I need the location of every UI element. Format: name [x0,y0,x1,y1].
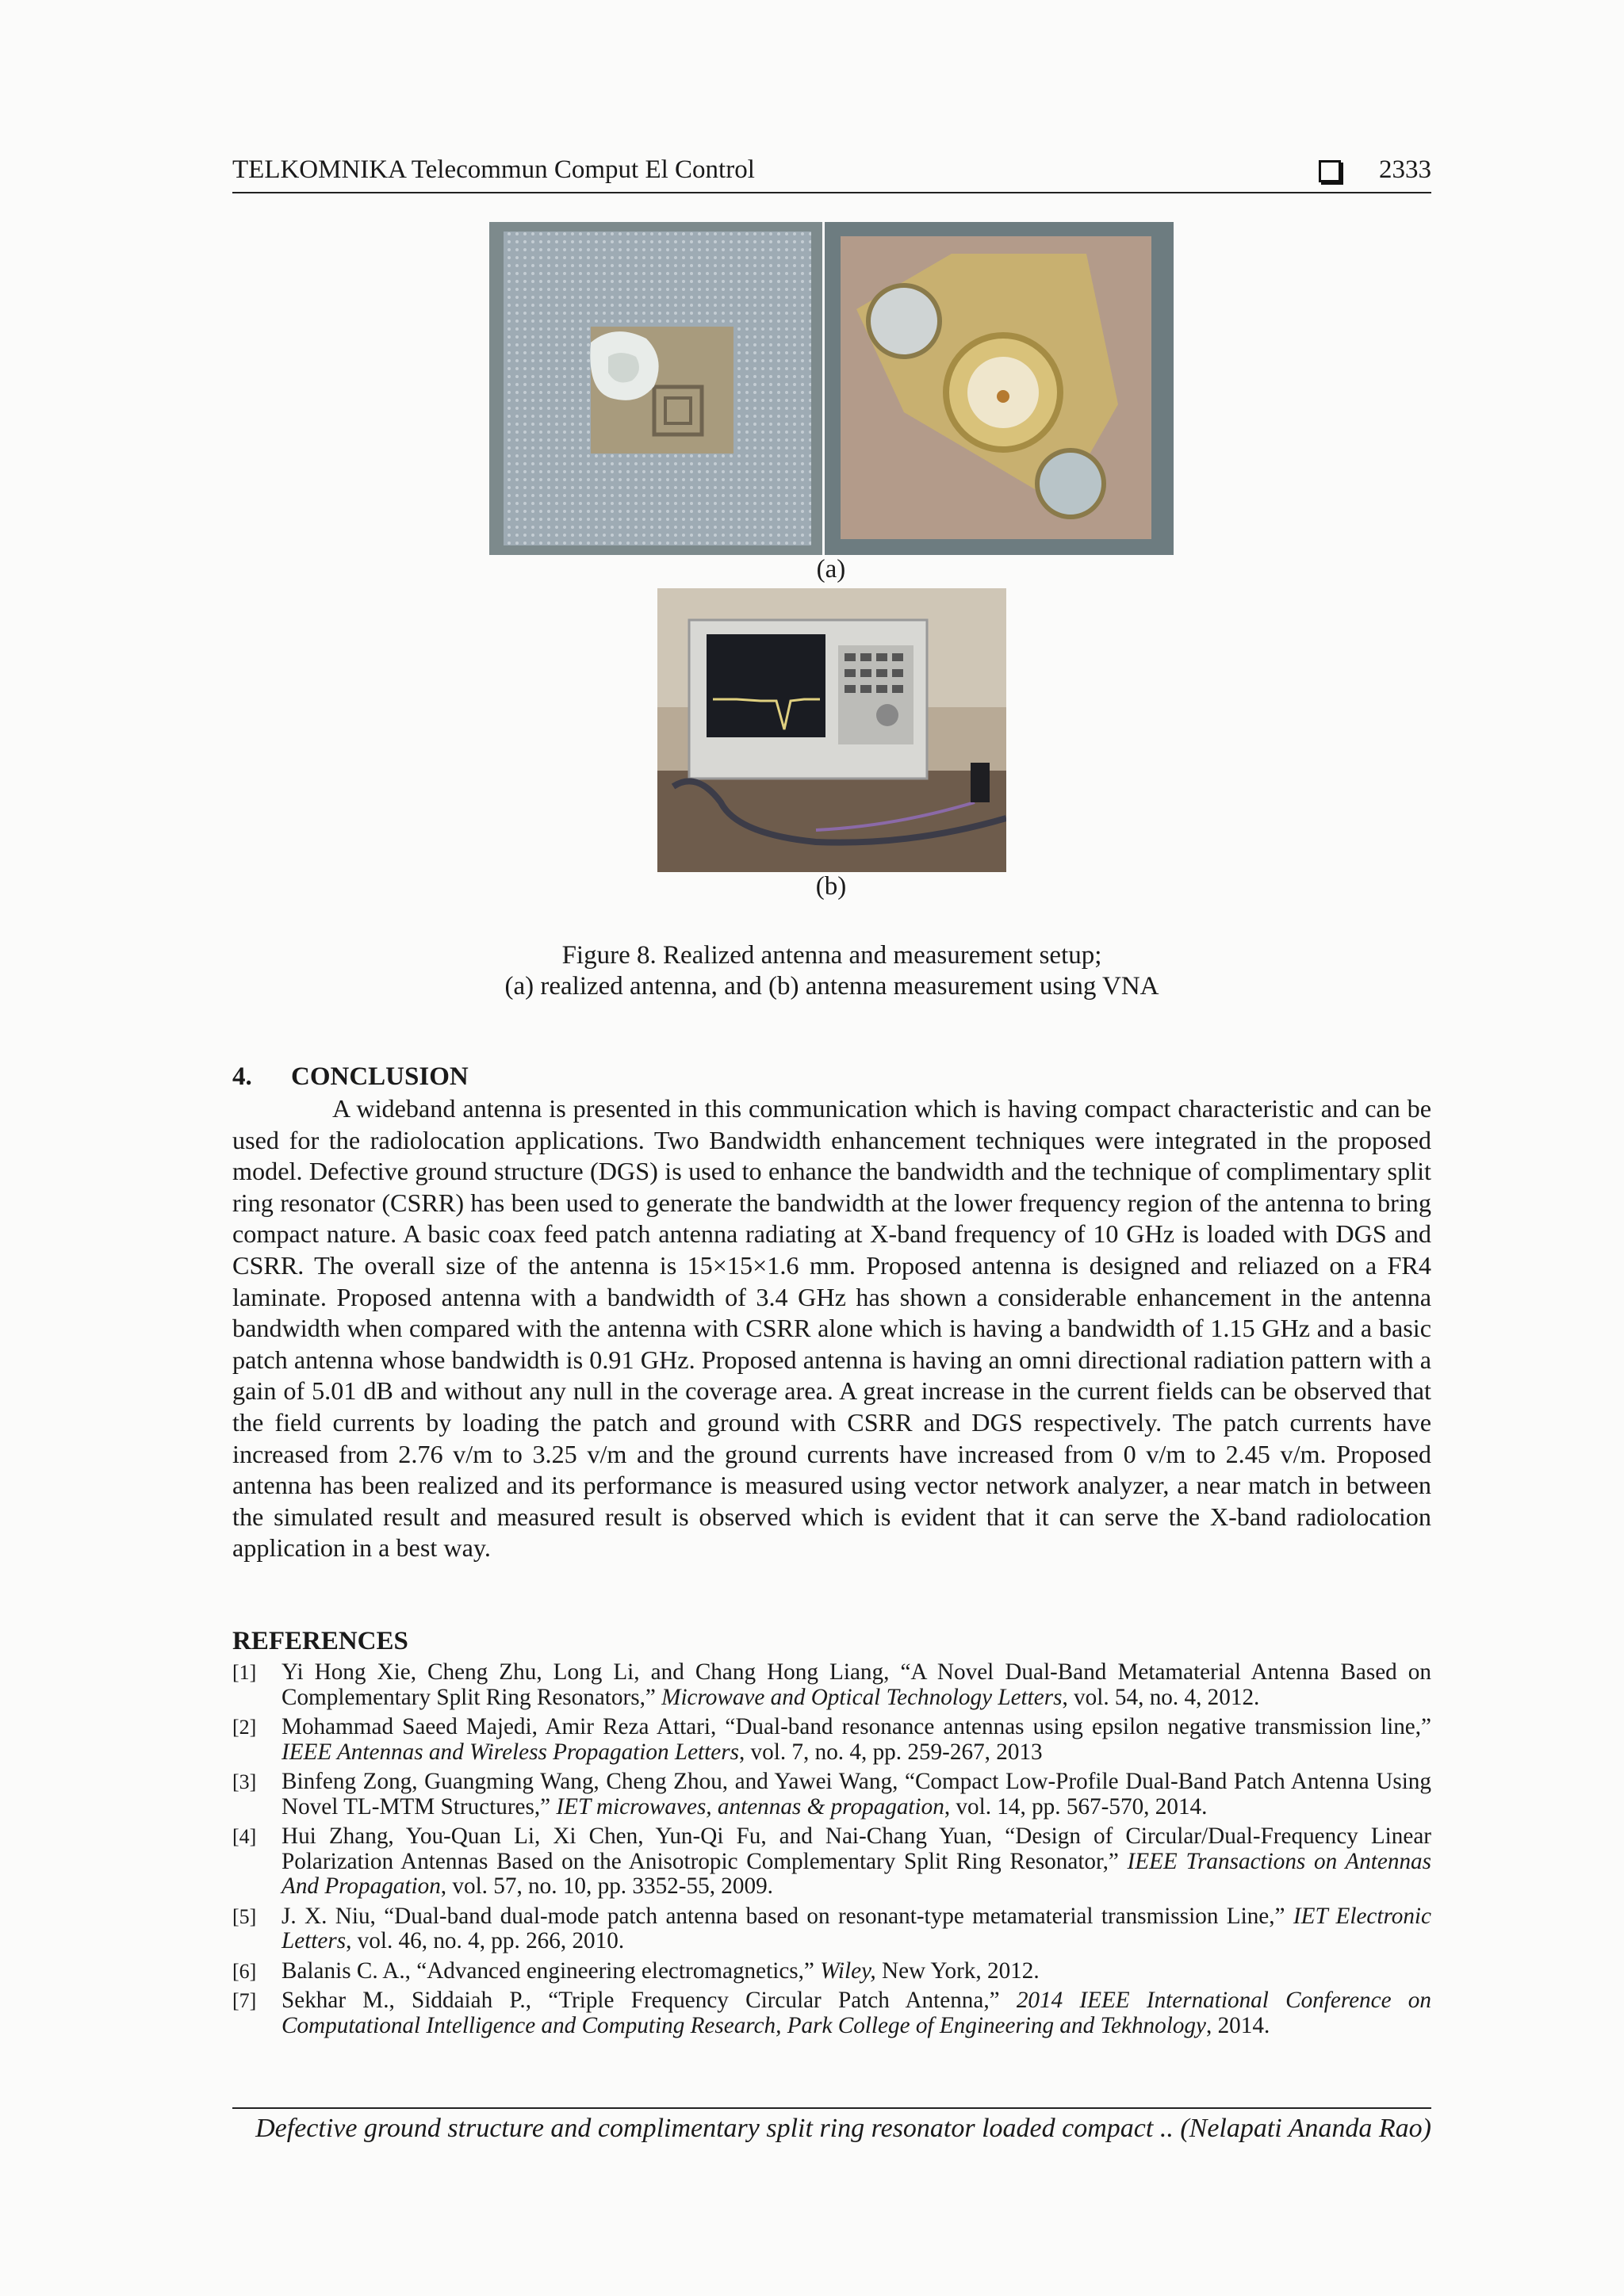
reference-list [232,1660,1431,2043]
page-number: 2333 [1379,155,1431,184]
conclusion-paragraph: A wideband antenna is presented in this communication which is having compact characteristic and can be used for the radiolocation applications. Two Bandwidth enhancement techniques were integrated in the proposed model. Defective ground structure (DGS) is used to enhance the bandwidth and the technique of complimentary split ring resonator (CSRR) has been used to generate the bandwidth at the lower frequency region of the antenna to bring compact nature. A basic coax feed patch antenna radiating at X-band frequency of 10 GHz is loaded with DGS and CSRR. The overall size of the antenna is 15×15×1.6 mm. Proposed antenna is designed and reliazed on a FR4 laminate. Proposed antenna with a bandwidth of 3.4 GHz has shown a considerable enhancement in the antenna bandwidth when compared with the antenna with CSRR alone which is having a bandwidth of 1.15 GHz and a basic patch antenna whose bandwidth is 0.91 GHz. Proposed antenna is having an omni directional radiation pattern with a gain of 5.01 dB and without any null in the coverage area. A great increase in the current fields can be observed that the field currents by loading the patch and ground with CSRR and DGS respectively. The patch currents have increased from 2.76 v/m to 3.25 v/m and the ground currents have increased from 0 v/m to 2.45 v/m. Proposed antenna has been realized and its performance is measured using vector network analyzer, a near match in between the simulated result and measured result is observed which is evident that it can serve the X-band radiolocation application in a best way. [232,1094,1431,1563]
reference-venue: 2014 IEEE International Conference on Computational Intelligence and Computing Research, Park College of Engineering and Tekhnology [282,1988,1431,2038]
reference-venue: Wiley, [820,1957,876,1984]
reference-venue: IEEE Antennas and Wireless Propagation Letters [282,1739,739,1765]
reference-text: Binfeng Zong, Guangming Wang, Cheng Zhou, and Yawei Wang, “Compact Low-Profile Dual-Band Patch Antenna Using Novel TL-MTM Structures,” [282,1769,1431,1820]
references-heading: REFERENCES [232,1627,408,1655]
reference-item [232,1715,1431,1765]
subfigure-label-b: (b) [815,872,847,901]
reference-text: Yi Hong Xie, Cheng Zhu, Long Li, and Chang Hong Liang, “A Novel Dual-Band Metamaterial Antenna Based on Complementary Split Ring Resonators,” [282,1659,1431,1710]
reference-text: Sekhar M., Siddaiah P., “Triple Frequency Circular Patch Antenna,” [282,1988,1017,2013]
reference-details: New York, 2012. [875,1957,1040,1984]
reference-details: , vol. 57, no. 10, pp. 3352-55, 2009. [440,1873,773,1899]
reference-item [232,1660,1431,1710]
section-heading [232,1062,469,1092]
antenna-back-photo [825,222,1174,555]
reference-details: , vol. 54, no. 4, 2012. [1062,1684,1260,1710]
reference-number: [5] [232,1904,257,1928]
reference-text: Mohammad Saeed Majedi, Amir Reza Attari, “Dual-band resonance antennas using epsilon negative transmission line,” [282,1714,1431,1739]
reference-item [232,1988,1431,2038]
subfigure-label-a: (a) [816,555,846,584]
reference-number: [6] [232,1959,257,1983]
journal-name: TELKOMNIKA Telecommun Comput El Control [232,155,755,184]
reference-venue: IEEE Transactions on Antennas And Propagation [282,1848,1431,1899]
reference-item [232,1959,1431,1984]
reference-details: , vol. 14, pp. 567-570, 2014. [944,1793,1208,1820]
section-title: CONCLUSION [291,1062,469,1091]
reference-details: , vol. 46, no. 4, pp. 266, 2010. [346,1928,625,1954]
checkbox-square-icon [1319,160,1341,182]
reference-item [232,1770,1431,1820]
antenna-front-photo [489,222,822,555]
reference-item [232,1824,1431,1900]
reference-venue: IET Electronic Letters [282,1903,1431,1954]
figure-caption-line-2: (a) realized antenna, and (b) antenna measurement using VNA [504,972,1159,1001]
page-footer: Defective ground structure and complimentary split ring resonator loaded compact .. (Nelapati Ananda Rao) [232,2107,1431,2144]
reference-text: J. X. Niu, “Dual-band dual-mode patch antenna based on resonant-type metamaterial transmission Line,” [282,1903,1293,1929]
reference-text: Hui Zhang, You-Quan Li, Xi Chen, Yun-Qi Fu, and Nai-Chang Yuan, “Design of Circular/Dual-Frequency Linear Polarization Antennas Based on the Anisotropic Complementary Split Ring Resonator,” [282,1823,1431,1874]
reference-number: [4] [232,1825,257,1848]
reference-venue: Microwave and Optical Technology Letters [661,1684,1063,1710]
reference-venue: IET microwaves, antennas & propagation [556,1793,944,1820]
reference-number: [3] [232,1770,257,1793]
reference-details: , 2014. [1205,2012,1270,2038]
reference-number: [2] [232,1716,257,1739]
reference-number: [7] [232,1989,257,2012]
figure-caption-line-1: Figure 8. Realized antenna and measurement setup; [561,941,1102,970]
page-header [232,155,1431,193]
reference-details: , vol. 7, no. 4, pp. 259-267, 2013 [738,1739,1043,1765]
reference-text: Balanis C. A., “Advanced engineering electromagnetics,” [282,1957,821,1984]
reference-number: [1] [232,1661,257,1684]
section-number: 4. [232,1062,252,1091]
reference-item [232,1904,1431,1954]
vna-measurement-photo [657,588,1006,872]
